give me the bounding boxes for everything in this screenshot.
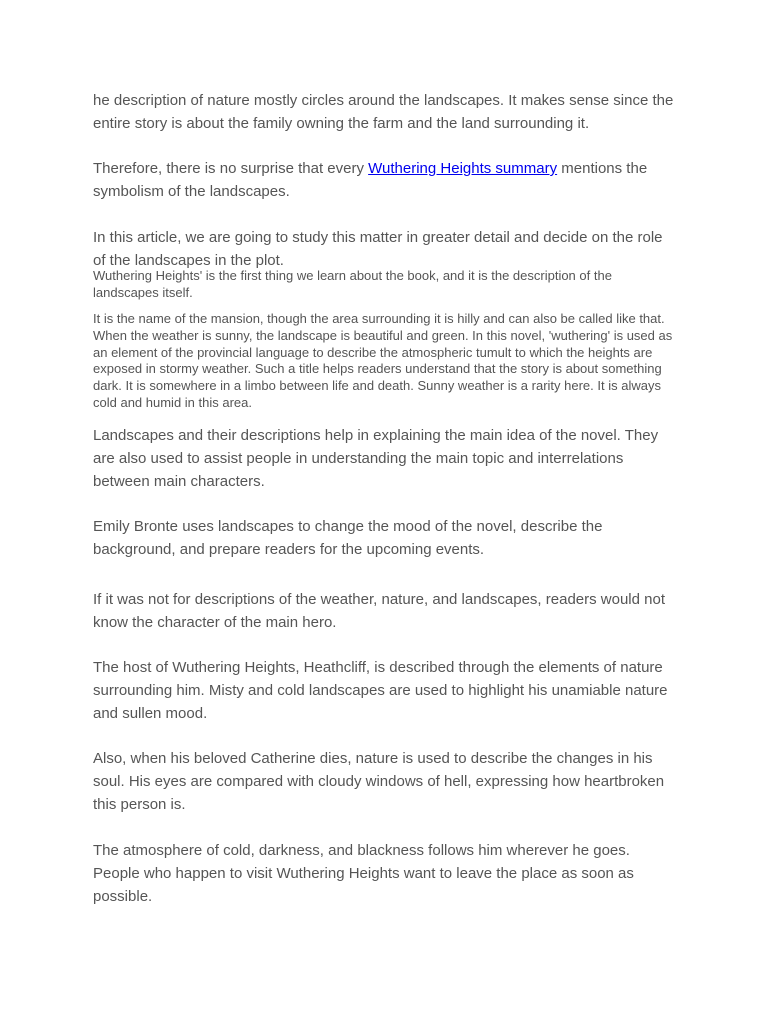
body-paragraph: Landscapes and their descriptions help in explaining the main idea of the novel. They are also used to assist people in understanding the main topic and interrelations between main characters.: [93, 427, 659, 490]
body-paragraph: he description of nature mostly circles around the landscapes. It makes sense since the entire story is about the family owning the farm and the land surrounding it.: [93, 92, 674, 132]
paragraph-text: Therefore, there is no surprise that every: [93, 160, 369, 177]
body-paragraph: In this article, we are going to study this matter in greater detail and decide on the role of the landscapes in the plot.: [93, 229, 663, 269]
body-paragraph-with-link: [93, 158, 678, 204]
body-paragraph: The host of Wuthering Heights, Heathcliff, is described through the elements of nature surrounding him. Misty and cold landscapes are used to highlight his unamiable nature and sullen mood.: [93, 659, 668, 722]
body-paragraph-small: It is the name of the mansion, though the area surrounding it is hilly and can also be called like that. When the weather is sunny, the landscape is beautiful and green. In this novel, 'wuthering' is used as an element of the provincial language to describe the atmospheric tumult to which the heights are exposed in stormy weather. Such a title helps readers understand that the story is about something dark. It is somewhere in a limbo between life and death. Sunny weather is a rarity here. It is always cold and humid in this area.: [93, 311, 673, 410]
paragraph-text: mentions the symbolism of the landscapes.: [93, 160, 648, 200]
body-paragraph: Also, when his beloved Catherine dies, nature is used to describe the changes in his soul. His eyes are compared with cloudy windows of hell, expressing how heartbroken this person is.: [93, 750, 665, 813]
wuthering-heights-summary-link[interactable]: Wuthering Heights summary: [368, 160, 558, 177]
body-paragraph-small: Wuthering Heights' is the first thing we learn about the book, and it is the description of the landscapes itself.: [93, 268, 612, 300]
body-paragraph: If it was not for descriptions of the weather, nature, and landscapes, readers would not know the character of the main hero.: [93, 591, 665, 631]
body-paragraph: The atmosphere of cold, darkness, and blackness follows him wherever he goes. People who happen to visit Wuthering Heights want to leave the place as soon as possible.: [93, 842, 634, 905]
body-paragraph: Emily Bronte uses landscapes to change the mood of the novel, describe the background, and prepare readers for the upcoming events.: [93, 518, 603, 558]
